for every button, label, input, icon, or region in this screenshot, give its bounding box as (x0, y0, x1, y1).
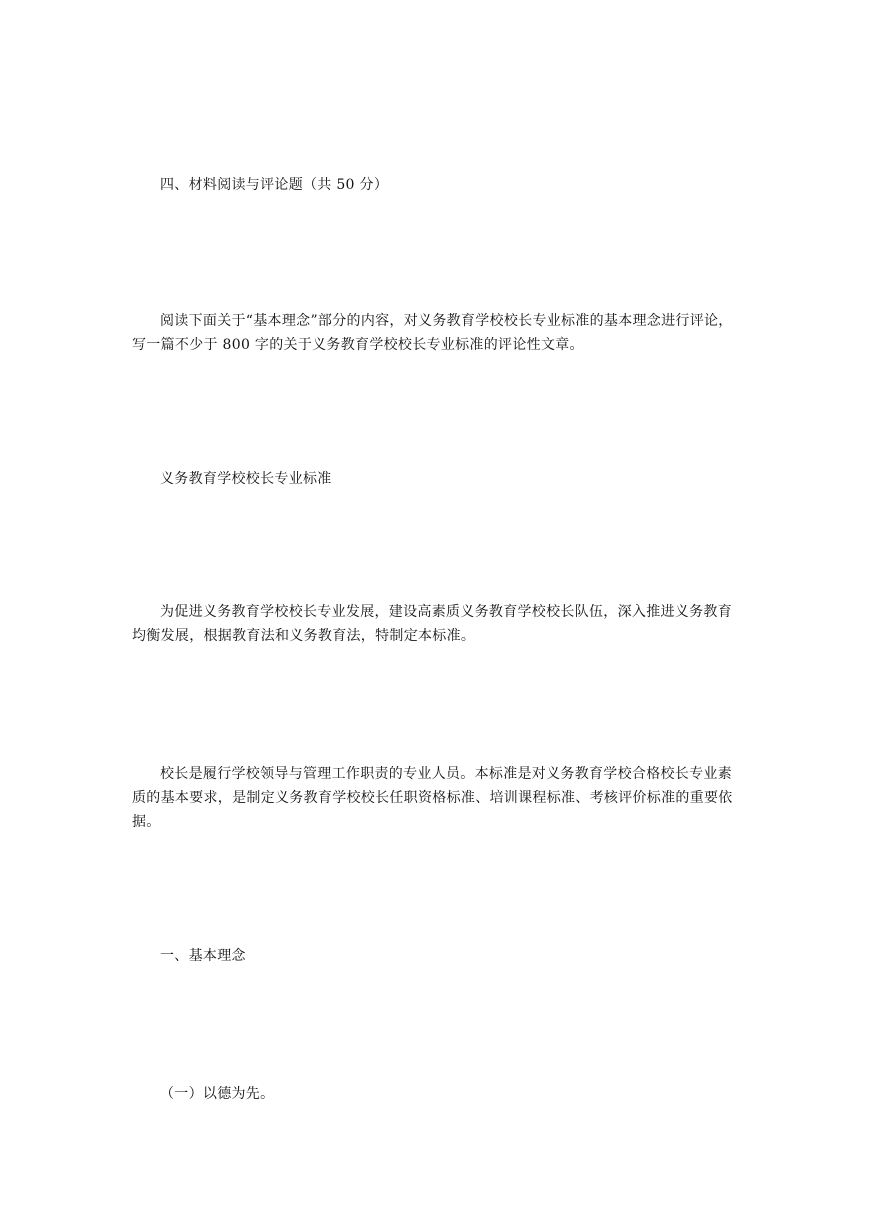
section-heading: 四、材料阅读与评论题（共 50 分） (160, 177, 389, 193)
instruction-paragraph: 阅读下面关于“基本理念”部分的内容，对义务教育学校校长专业标准的基本理念进行评论，写一篇不少于 800 字的关于义务教育学校校长专业标准的评论性文章。 (132, 313, 733, 353)
list-item: （一）以德为先。 (160, 1086, 275, 1102)
definition-paragraph: 校长是履行学校领导与管理工作职责的专业人员。本标准是对义务教育学校合格校长专业素质的基本要求，是制定义务教育学校校长任职资格标准、培训课程标准、考核评价标准的重要依据。 (132, 766, 733, 830)
preamble-paragraph: 为促进义务教育学校校长专业发展，建设高素质义务教育学校校长队伍，深入推进义务教育均衡发展，根据教育法和义务教育法，特制定本标准。 (132, 604, 732, 644)
material-title: 义务教育学校校长专业标准 (160, 471, 332, 487)
part-heading: 一、基本理念 (160, 948, 246, 964)
